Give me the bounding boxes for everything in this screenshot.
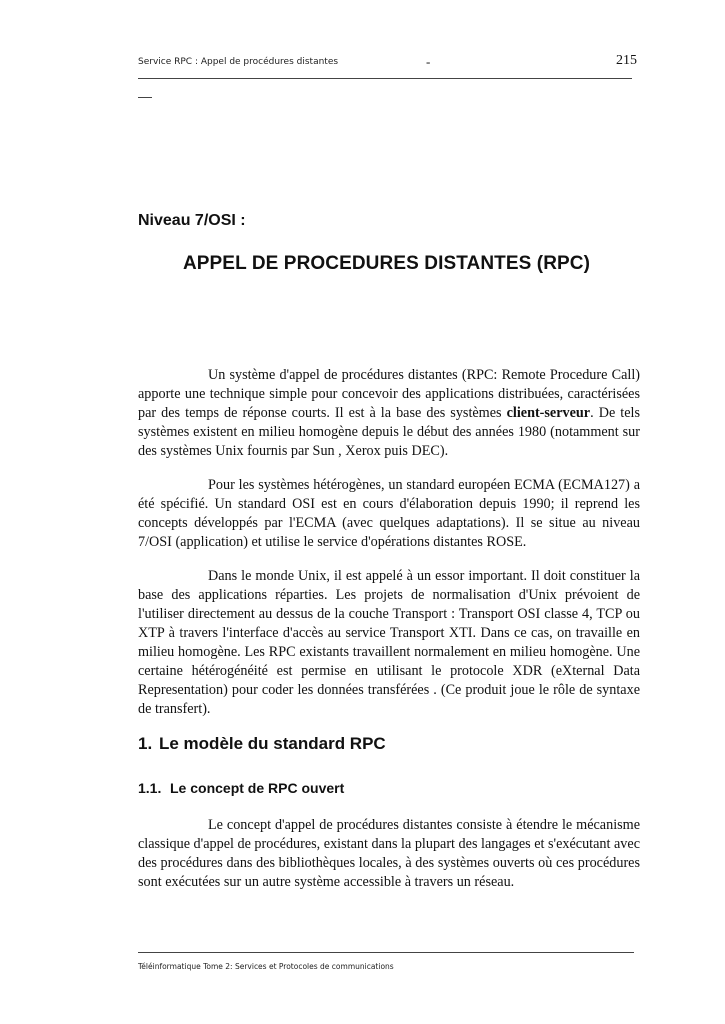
running-header-title: Service RPC : Appel de procédures distantes <box>138 57 339 67</box>
chapter-level-label: Niveau 7/OSI : <box>138 212 246 229</box>
chapter-title: APPEL DE PROCEDURES DISTANTES (RPC) <box>182 253 591 274</box>
section-heading-1 <box>138 734 386 754</box>
intro-paragraph-1 <box>138 366 640 461</box>
subsection-number: 1.1. <box>138 780 162 796</box>
header-rule <box>138 78 632 79</box>
subsection-heading-1-1 <box>138 780 344 796</box>
running-header-separator: - <box>426 54 431 69</box>
footer-rule <box>138 952 634 953</box>
intro-p1-text-a: Un système d'appel de procédures distantes (RPC: Remote Procedure Call) apporte une technique simple pour concevoir des applications distribuées, caractérisées par des temps de réponse courts. Il est à la base des systèmes <box>138 367 640 421</box>
header-rule-short <box>138 97 152 98</box>
section-number: 1. <box>138 734 153 753</box>
page-number: 215 <box>616 53 637 68</box>
footer-text: Téléinformatique Tome 2: Services et Protocoles de communications <box>138 962 394 971</box>
subsection-paragraph-1: Le concept d'appel de procédures distantes consiste à étendre le mécanisme classique d'appel de procédures, existant dans la plupart des langages et s'exécutant avec des procédures dans des bibliothèques locales, à des systèmes ouverts où ces procédures sont exécutées sur un autre système accessible à travers un réseau. <box>138 817 640 890</box>
intro-paragraph-2: Pour les systèmes hétérogènes, un standard européen ECMA (ECMA127) a été spécifié. Un standard OSI est en cours d'élaboration depuis 1990; il reprend les concepts développés par l'ECMA (avec quelques adaptations). Il se situe au niveau 7/OSI (application) et utilise le service d'opérations distantes ROSE. <box>138 477 640 550</box>
intro-p1-text-b: . De tels systèmes existent en milieu homogène depuis le début des années 1980 (notamment sur des systèmes Unix fournis par Sun , Xerox puis DEC). <box>138 405 640 459</box>
section-title: Le modèle du standard RPC <box>159 734 386 753</box>
subsection-title: Le concept de RPC ouvert <box>170 780 345 796</box>
intro-p1-bold-term: client-serveur <box>506 405 591 421</box>
intro-paragraph-3: Dans le monde Unix, il est appelé à un essor important. Il doit constituer la base des applications réparties. Les projets de normalisation d'Unix prévoient de l'utiliser directement au dessus de la couche Transport : Transport OSI classe 4, TCP ou XTP à travers l'interface d'accès au service Transport XTI. Dans ce cas, on travaille en milieu homogène. Les RPC existants travaillent normalement en milieu homogène. Une certaine hétérogénéité est permise en utilisant le protocole XDR (eXternal Data Representation) pour coder les données transférées . (Ce produit joue le rôle de syntaxe de transfert). <box>138 568 640 717</box>
